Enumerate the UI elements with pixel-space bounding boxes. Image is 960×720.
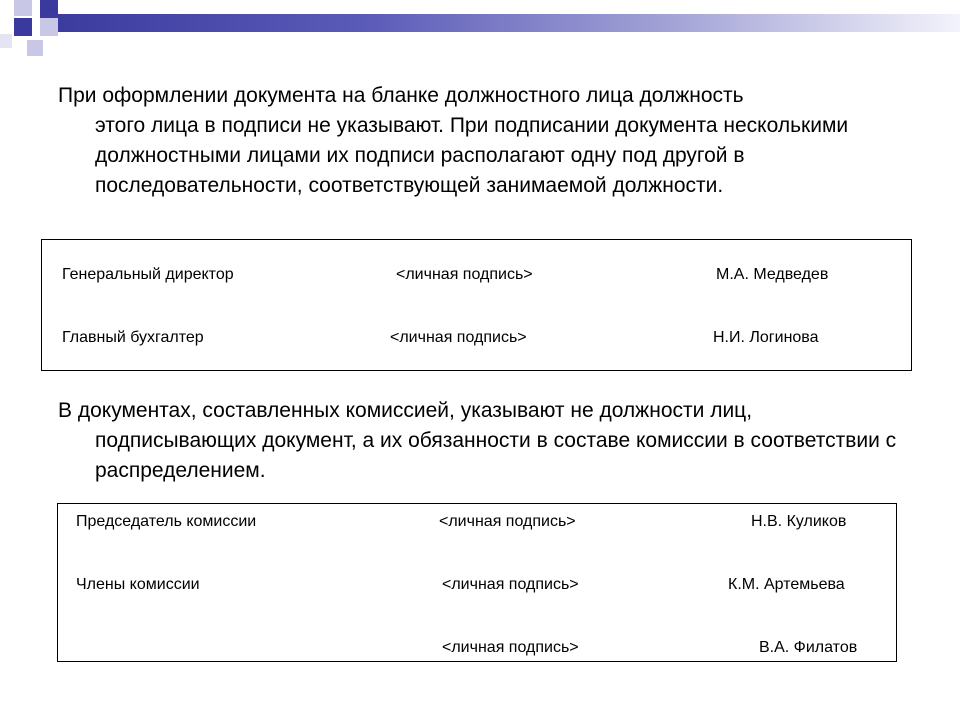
signature-placeholder: <личная подпись> (396, 266, 533, 283)
signatory-position: Члены комиссии (76, 576, 200, 593)
decor-square (14, 0, 32, 16)
decor-square (0, 34, 12, 48)
decor-square (27, 40, 43, 56)
signatory-name: М.А. Медведев (716, 266, 829, 283)
signature-placeholder: <личная подпись> (390, 329, 527, 346)
paragraph-commission-signature (58, 396, 908, 486)
paragraph-continuation: этого лица в подписи не указывают. При подписании документа несколькими должностными лицами их подписи располагают одну под другой в последовательности, соответствующей занимаемой должности. (95, 114, 849, 197)
signatory-position: Председатель комиссии (76, 513, 257, 530)
signature-placeholder: <личная подпись> (439, 513, 576, 530)
signatory-name: Н.В. Куликов (751, 513, 847, 530)
paragraph-first-line: В документах, составленных комиссией, указывают не должности лиц, (58, 399, 753, 422)
signature-placeholder: <личная подпись> (442, 639, 579, 656)
signatory-name: Н.И. Логинова (713, 329, 819, 346)
signatory-name: К.М. Артемьева (728, 576, 845, 593)
paragraph-first-line: При оформлении документа на бланке должностного лица должность (58, 84, 744, 107)
slide-header-decoration (0, 0, 960, 60)
paragraph-continuation: подписывающих документ, а их обязанности в составе комиссии в соответствии с распределением. (95, 429, 897, 482)
decor-square (40, 18, 58, 36)
paragraph-officials-signature (58, 81, 908, 201)
signature-placeholder: <личная подпись> (442, 576, 579, 593)
signatory-name: В.А. Филатов (759, 639, 858, 656)
signatory-position: Генеральный директор (62, 266, 234, 283)
header-gradient-band (40, 14, 960, 32)
decor-square (40, 0, 58, 14)
signature-example-commission (57, 503, 897, 662)
signatory-position: Главный бухгалтер (62, 329, 204, 346)
decor-square (14, 18, 32, 36)
signature-example-officials (41, 239, 912, 371)
